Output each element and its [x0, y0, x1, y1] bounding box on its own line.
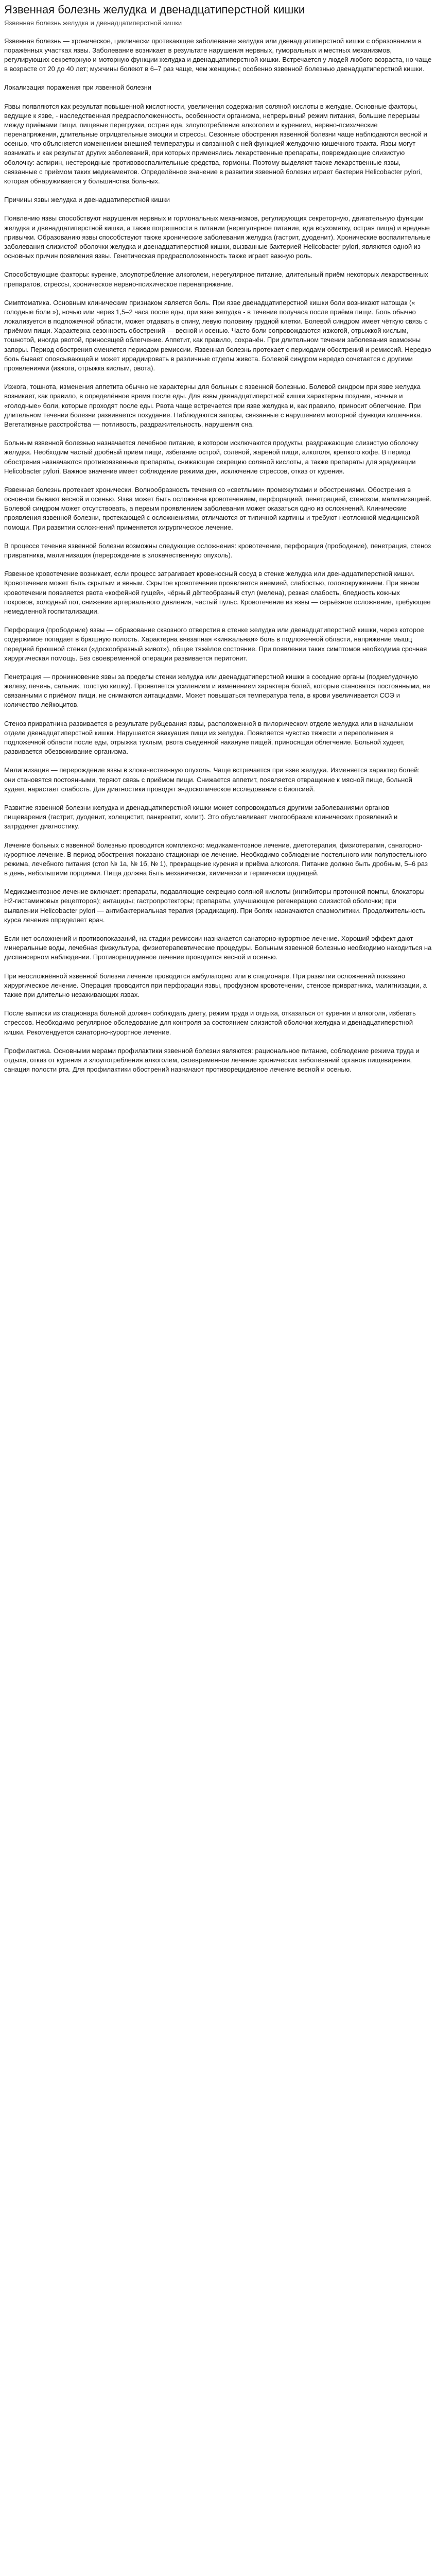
article-paragraph: Симптоматика. Основным клиническим признаком является боль. При язве двенадцатиперстной кишки боли возникают натощак (« голодные боли »), ночью или через 1,5–2 часа после еды, при язве желудка - в течение получаса после приёма пищи. Боль обычно локализуется в подложечной области, может отдавать в спину, левую половину грудной клетки. Болевой синдром имеет чёткую связь с приёмом пищи. Характерна сезонность обострений — весной и осенью. Часто боли сопровождаются изжогой, отрыжкой кислым, тошнотой, иногда рвотой, приносящей облегчение. Аппетит, как правило, сохранён. При длительном течении заболевания возможны запоры. Период обострения сменяется периодом ремиссии. Язвенная болезнь протекает с периодами обострений и ремиссий. Нередко боль бывает опоясывающей и может иррадиировать в различные отделы живота. Болевой синдром нередко сочетается с другими проявлениями (изжога, отрыжка кислым, рвота). [4, 298, 431, 372]
article-paragraph: После выписки из стационара больной должен соблюдать диету, режим труда и отдыха, отказаться от курения и алкоголя, избегать стрессов. Необходимо регулярное обследование для контроля за состоянием слизистой оболочки желудка и двенадцатиперстной кишки. Рекомендуется санаторно-курортное лечение. [4, 1009, 416, 1036]
article-paragraph: Медикаментозное лечение включает: препараты, подавляющие секрецию соляной кислоты (ингибиторы протонной помпы, блокаторы H2-гистаминовых рецепторов); антациды; гастропротекторы; препараты, улучшающие регенерацию слизистой оболочки; при выявлении Helicobacter pylori — антибактериальная терапия (эрадикация). При болях назначаются спазмолитики. Продолжительность курса лечения определяет врач. [4, 888, 426, 924]
article-paragraph: Способствующие факторы: курение, злоупотребление алкоголем, нерегулярное питание, длительный приём некоторых лекарственных препаратов, стрессы, хроническое нервно-психическое перенапряжение. [4, 270, 428, 288]
article-paragraph: Профилактика. Основными мерами профилактики язвенной болезни являются: рациональное питание, соблюдение режима труда и отдыха, отказ от курения и злоупотребления алкоголем, своевременное лечение хронических заболеваний органов пищеварения, санация полости рта. Для профилактики обострений назначают противорецидивное лечение весной и осенью. [4, 1046, 420, 1074]
article-paragraph: Больным язвенной болезнью назначается лечебное питание, в котором исключаются продукты, раздражающие слизистую оболочку желудка. Необходим частый дробный приём пищи, избегание острой, солёной, жареной пищи, алкоголя, крепкого кофе. В период обострения назначаются противоязвенные препараты, снижающие секрецию соляной кислоты, а также препараты для эрадикации Helicobacter pylori. Важное значение имеет соблюдение режима дня, исключение стрессов, отказ от курения. [4, 439, 418, 475]
article-paragraph: При неосложнённой язвенной болезни лечение проводится амбулаторно или в стационаре. При развитии осложнений показано хирургическое лечение. Операция проводится при перфорации язвы, профузном кровотечении, стенозе привратника, малигнизации, а также при длительно незаживающих язвах. [4, 972, 427, 998]
article-title: Язвенная болезнь желудка и двенадцатиперстной кишки [4, 3, 305, 16]
article-body [4, 37, 432, 1075]
article-paragraph: Язвы появляются как результат повышенной кислотности, увеличения содержания соляной кислоты в желудке. Основные факторы, ведущие к язве, - наследственная предрасположенность, особенности организма, непрерывный режим питания, большие перерывы между приёмами пищи, пищевые перегрузки, острая еда, злоупотребление алкоголем и курением, нервно-психические перенапряжения, длительные отрицательные эмоции и стрессы. Сезонные обострения язвенной болезни чаще наблюдаются весной и осенью, что объясняется изменением внешней температуры и связанной с ней функцией желудочно-кишечного тракта. Язвы могут возникать и как результат других заболеваний, при которых применялись лекарственные препараты, повреждающие слизистую оболочку: аспирин, нестероидные противовоспалительные средства, гормоны. Поэтому выделяют также лекарственные язвы, связанные с приёмом таких медикаментов. Определённое значение в развитии язвенной болезни играет бактерия Helicobacter pylori, которая обнаруживается у большинства больных. [4, 102, 427, 185]
article-page [0, 0, 436, 1094]
article-paragraph: Лечение больных с язвенной болезнью проводится комплексно: медикаментозное лечение, диетотерапия, физиотерапия, санаторно-курортное лечение. В период обострения показано стационарное лечение. Необходимо соблюдение постельного или полупостельного режима, лечебного питания (стол № 1а, № 1б, № 1), прекращение курения и приёма алкоголя. Питание должно быть дробным, 5–6 раз в день, небольшими порциями. Пища должна быть механически, химически и термически щадящей. [4, 841, 428, 877]
article-paragraph: Стеноз привратника развивается в результате рубцевания язвы, расположенной в пилорическом отделе желудка или в начальном отделе двенадцатиперстной кишки. Нарушается эвакуация пищи из желудка. Появляется чувство тяжести и переполнения в подложечной области после еды, отрыжка тухлым, рвота съеденной накануне пищей, приносящая облегчение. Больной худеет, развивается обезвоживание организма. [4, 719, 413, 756]
article-subtitle: Язвенная болезнь желудка и двенадцатиперстной кишки [4, 19, 182, 27]
article-paragraph: Малигнизация — перерождение язвы в злокачественную опухоль. Чаще встречается при язве желудка. Изменяется характер болей: они становятся постоянными, теряют связь с приёмом пищи. Снижается аппетит, появляется отвращение к мясной пище, больной худеет, нарастает слабость. Для диагностики проводят эндоскопическое исследование с биопсией. [4, 766, 420, 793]
article-paragraph: Пенетрация — проникновение язвы за пределы стенки желудка или двенадцатиперстной кишки в соседние органы (поджелудочную железу, печень, сальник, толстую кишку). Проявляется усилением и изменением характера болей, которые становятся постоянными, не связанными с приёмом пищи, не снимаются антацидами. Может повышаться температура тела, в крови увеличивается СОЭ и количество лейкоцитов. [4, 672, 430, 709]
article-paragraph: Причины язвы желудка и двенадцатиперстной кишки [4, 196, 170, 204]
article-paragraph: Локализация поражения при язвенной болезни [4, 83, 152, 92]
article-paragraph: Появлению язвы способствуют нарушения нервных и гормональных механизмов, регулирующих секреторную, двигательную функции желудка и двенадцатиперстной кишки, а также погрешности в питании (нерегулярное питание, еда всухомятку, острая пища) и вредные привычки. Образованию язвы способствуют также хронические заболевания желудка (гастрит, дуоденит). Хронические воспалительные заболевания слизистой оболочки желудка и двенадцатиперстной кишки, вызванные бактерией Helicobacter pylori, являются одной из основных причин появления язвы. Генетическая предрасположенность также играет важную роль. [4, 214, 431, 260]
article-paragraph: Перфорация (прободение) язвы — образование сквозного отверстия в стенке желудка или двенадцатиперстной кишки, через которое содержимое попадает в брюшную полость. Характерна внезапная «кинжальная» боль в подложечной области, напряжение мышц передней брюшной стенки («доскообразный живот»), общее тяжёлое состояние. При появлении таких симптомов необходима срочная хирургическая помощь. Без своевременной операции развивается перитонит. [4, 626, 427, 662]
article-paragraph: Язвенная болезнь — хроническое, циклически протекающее заболевание желудка или двенадцатиперстной кишки с образованием в поражённых участках язвы. Заболевание возникает в результате нарушения нервных, гуморальных и местных механизмов, регулирующих секреторную и моторную функции желудка и двенадцатиперстной кишки. Встречается у людей любого возраста, но чаще в возрасте от 20 до 40 лет; мужчины болеют в 6–7 раз чаще, чем женщины; особенно язвенной болезнью двенадцатиперстной кишки. [4, 37, 432, 73]
article-paragraph: В процессе течения язвенной болезни возможны следующие осложнения: кровотечение, перфорация (прободение), пенетрация, стеноз привратника, малигнизация (перерождение в злокачественную опухоль). [4, 541, 431, 560]
article-paragraph: Язвенная болезнь протекает хронически. Волнообразность течения со «светлыми» промежутками и обострениями. Обострения в основном бывают весной и осенью. Язва может быть осложнена кровотечением, перфорацией, пенетрацией, стенозом, малигнизацией. Болевой синдром может отсутствовать, а первым проявлением заболевания может оказаться одно из осложнений. Клинические проявления язвенной болезни, протекающей с осложнениями, отличаются от типичной картины и требуют неотложной медицинской помощи. При развитии осложнений применяется хирургическое лечение. [4, 485, 432, 531]
article-paragraph: Язвенное кровотечение возникает, если процесс затрагивает кровеносный сосуд в стенке желудка или двенадцатиперстной кишки. Кровотечение может быть скрытым и явным. Скрытое кровотечение проявляется анемией, слабостью, головокружением. При явном кровотечении появляется рвота «кофейной гущей», чёрный дёгтеобразный стул (мелена), резкая слабость, бледность кожных покровов, холодный пот, снижение артериального давления, частый пульс. Кровотечение из язвы — серьёзное осложнение, требующее немедленной госпитализации. [4, 570, 431, 615]
article-paragraph: Развитие язвенной болезни желудка и двенадцатиперстной кишки может сопровождаться другими заболеваниями органов пищеварения (гастрит, дуоденит, холецистит, панкреатит, колит). Это обуславливает многообразие клинических проявлений и затрудняет диагностику. [4, 803, 398, 831]
article-paragraph: Если нет осложнений и противопоказаний, на стадии ремиссии назначается санаторно-курортное лечение. Хороший эффект дают минеральные воды, лечебная физкультура, физиотерапевтические процедуры. Больным язвенной болезнью необходимо находиться на диспансерном наблюдении. Противорецидивное лечение проводится весной и осенью. [4, 935, 432, 961]
article-paragraph: Изжога, тошнота, изменения аппетита обычно не характерны для больных с язвенной болезнью. Болевой синдром при язве желудка возникает, как правило, в определённое время после еды. Для язвы двенадцатиперстной кишки характерны поздние, ночные и «голодные» боли, которые проходят после еды. Рвота чаще встречается при язве желудка и, как правило, приносит облегчение. При длительном течении болезни развивается похудание. Наблюдаются запоры, связанные с нарушением моторной функции кишечника. Вегетативные расстройства — потливость, раздражительность, нарушения сна. [4, 383, 422, 428]
